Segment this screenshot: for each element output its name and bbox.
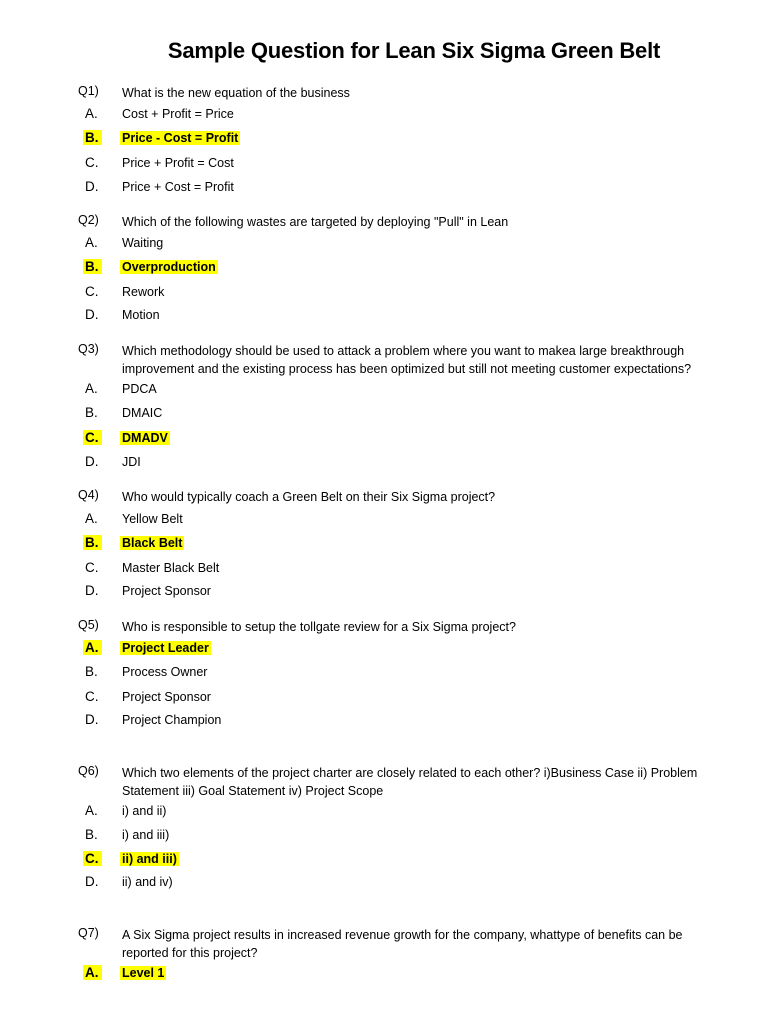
option-text: Project Leader: [122, 641, 209, 655]
answer-option: [122, 308, 160, 322]
answer-option: [122, 690, 211, 704]
question-number: Q7): [78, 926, 99, 940]
option-text: Black Belt: [122, 536, 183, 550]
question-number: Q5): [78, 618, 99, 632]
option-text: Price + Cost = Profit: [122, 180, 234, 194]
option-letter: C.: [83, 430, 102, 445]
question-text: Which methodology should be used to attack a problem where you want to makea large breakthrough improvement and the existing process has been optimized but still not meeting customer expectations?: [122, 344, 692, 376]
question-text: A Six Sigma project results in increased revenue growth for the company, whattype of benefits can be reported for this project?: [122, 928, 683, 960]
question-number: Q3): [78, 342, 99, 356]
option-text: Waiting: [122, 236, 164, 250]
option-letter: A.: [85, 803, 98, 818]
question-text: Who would typically coach a Green Belt on their Six Sigma project?: [122, 490, 496, 504]
answer-option-correct: [122, 966, 166, 980]
answer-option: [122, 713, 221, 727]
answer-option: [122, 156, 234, 170]
answer-option-correct: [122, 852, 179, 866]
answer-option: [122, 804, 166, 818]
answer-option: [122, 561, 219, 575]
answer-option: [122, 107, 234, 121]
option-letter: D.: [85, 583, 99, 598]
answer-option: [122, 665, 207, 679]
option-letter: C.: [85, 560, 99, 575]
option-letter: A.: [85, 381, 98, 396]
answer-option-correct: [122, 131, 240, 145]
option-letter: D.: [85, 179, 99, 194]
answer-option: [122, 180, 234, 194]
answer-option: [122, 455, 141, 469]
answer-option: [122, 285, 164, 299]
option-letter: B.: [85, 827, 98, 842]
option-letter: C.: [85, 155, 99, 170]
answer-option: [122, 382, 157, 396]
option-letter: D.: [85, 712, 99, 727]
option-text: PDCA: [122, 382, 157, 396]
option-letter: A.: [85, 106, 98, 121]
answer-option-correct: [122, 641, 211, 655]
option-text: ii) and iii): [122, 852, 177, 866]
option-text: ii) and iv): [122, 875, 173, 889]
option-letter: D.: [85, 307, 99, 322]
answer-option-correct: [122, 536, 184, 550]
question-text: Which two elements of the project charter are closely related to each other? i)Business Case ii) Problem Statement iii) Goal Statement iv) Project Scope: [122, 766, 698, 798]
option-text: Price - Cost = Profit: [122, 131, 239, 145]
option-letter: B.: [85, 405, 98, 420]
option-text: DMAIC: [122, 406, 163, 420]
option-letter: C.: [85, 689, 99, 704]
option-text: Project Sponsor: [122, 584, 211, 598]
option-letter: B.: [83, 259, 102, 274]
option-letter: A.: [85, 511, 98, 526]
option-text: Motion: [122, 308, 160, 322]
option-text: DMADV: [122, 431, 168, 445]
answer-option: [122, 828, 169, 842]
question-text: What is the new equation of the business: [122, 86, 350, 100]
option-text: Level 1: [122, 966, 165, 980]
document-title: Sample Question for Lean Six Sigma Green Belt: [167, 38, 661, 63]
option-letter: B.: [83, 130, 102, 145]
option-text: Overproduction: [122, 260, 216, 274]
answer-option: [122, 236, 163, 250]
option-text: Cost + Profit = Price: [122, 107, 234, 121]
option-letter: D.: [85, 874, 99, 889]
option-letter: B.: [83, 535, 102, 550]
option-text: Master Black Belt: [122, 561, 220, 575]
option-text: i) and ii): [122, 804, 167, 818]
option-letter: C.: [85, 284, 99, 299]
question-text: Which of the following wastes are targeted by deploying "Pull" in Lean: [122, 215, 509, 229]
option-text: i) and iii): [122, 828, 170, 842]
answer-option-correct: [122, 431, 170, 445]
option-text: Process Owner: [122, 665, 208, 679]
answer-option-correct: [122, 260, 218, 274]
answer-option: [122, 512, 183, 526]
answer-option: [122, 406, 162, 420]
option-text: Yellow Belt: [122, 512, 183, 526]
option-letter: A.: [85, 235, 98, 250]
question-number: Q1): [78, 84, 99, 98]
option-letter: A.: [83, 640, 102, 655]
option-text: Project Sponsor: [122, 690, 211, 704]
option-letter: D.: [85, 454, 99, 469]
question-number: Q6): [78, 764, 99, 778]
option-text: Project Champion: [122, 713, 222, 727]
question-number: Q2): [78, 213, 99, 227]
answer-option: [122, 584, 211, 598]
question-text: Who is responsible to setup the tollgate review for a Six Sigma project?: [122, 620, 516, 634]
option-letter: B.: [85, 664, 98, 679]
question-number: Q4): [78, 488, 99, 502]
option-letter: A.: [83, 965, 102, 980]
option-text: Rework: [122, 285, 165, 299]
option-letter: C.: [83, 851, 102, 866]
option-text: JDI: [122, 455, 141, 469]
answer-option: [122, 875, 173, 889]
option-text: Price + Profit = Cost: [122, 156, 234, 170]
